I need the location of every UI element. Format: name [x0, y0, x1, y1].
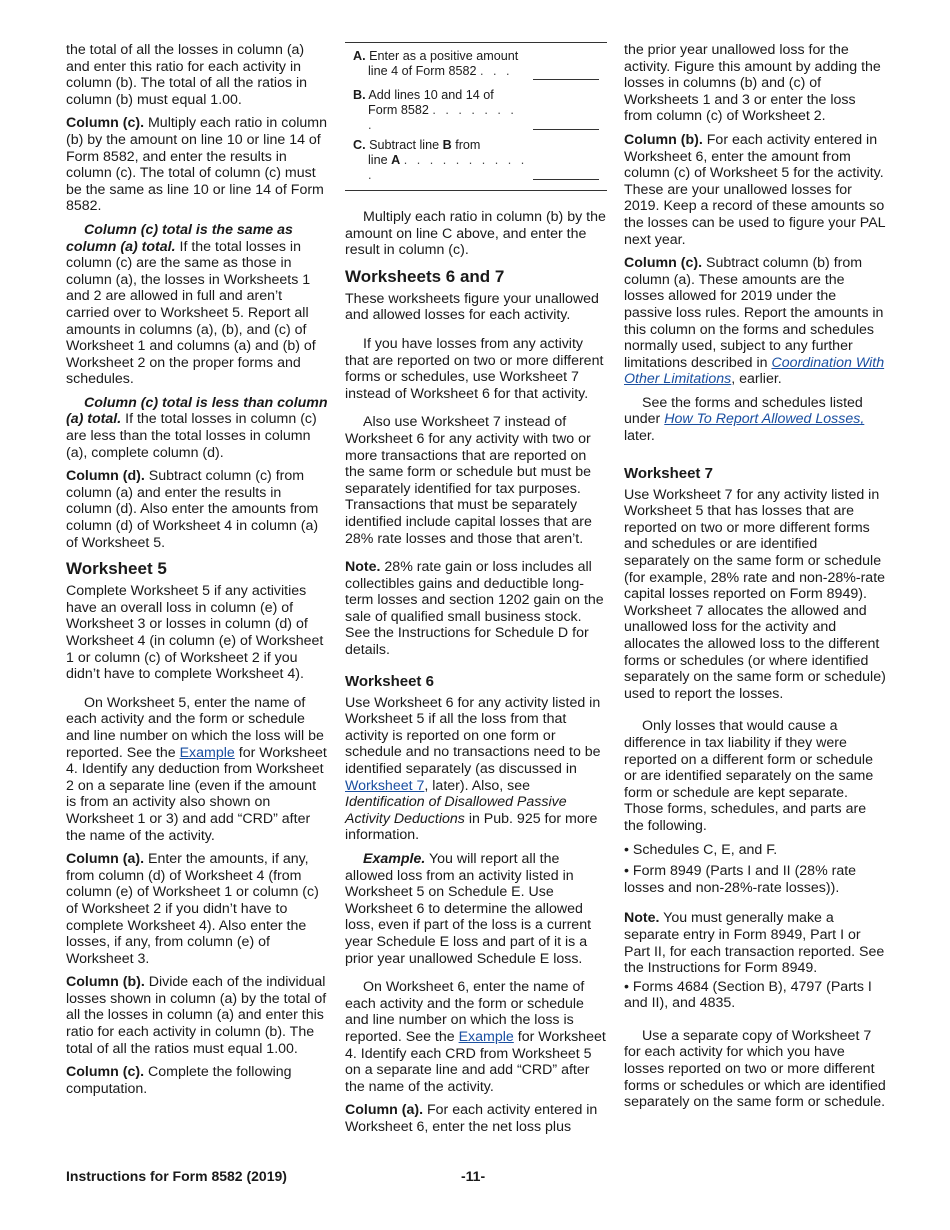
paragraph: [66, 851, 328, 967]
run-in-heading: Column (c) total is less than column (a) total.: [66, 394, 328, 428]
text: Divide each of the individual losses shown in column (a) by the total of all the losses in column (a) and enter this ratio for each activity in column (b). The total of all the ratios must equal 1.00.: [66, 974, 327, 1057]
text: later.: [624, 428, 655, 445]
section-heading-worksheet-6: Worksheet 6: [345, 672, 434, 690]
run-in-heading: Note.: [624, 910, 660, 927]
text: for Worksheet 4. Identify each CRD from Worksheet 5 on a separate line and add “CRD” after the name of the activity.: [345, 1028, 606, 1095]
coordination-link[interactable]: Coordination With Other Limitations: [624, 354, 885, 388]
text: Forms 4684 (Section B), 4797 (Parts I and II), and 4835.: [624, 978, 872, 1012]
worksheet-7-link[interactable]: Worksheet 7: [345, 777, 425, 794]
text: You must generally make a separate entry in Form 8949, Part I or Part II, for each transaction reported. See the Instructions for Form 8949.: [624, 910, 885, 977]
paragraph: the total of all the losses in column (a) and enter this ratio for each activity in column (b). The total of all the ratios in column (b) must equal 1.00.: [66, 42, 308, 108]
text: On Worksheet 5, enter the name of each activity and the form or schedule and line number on which the loss will be reported. See the: [66, 694, 324, 761]
text: For each activity entered in Worksheet 6, enter the net loss plus: [345, 1102, 598, 1135]
run-in-heading: Note.: [345, 559, 381, 576]
run-in-heading: Example.: [363, 851, 426, 867]
text: Use Worksheet 6 for any activity listed in Worksheet 5 if all the loss from that activity is reported on one form or schedule and no transactions need to be identified separately (as discussed in: [345, 694, 601, 778]
paragraph: [345, 695, 607, 844]
text: Enter the amounts, if any, from column (d) of Worksheet 4 (from column (e) of Worksheet 1 or column (c) of Worksheet 2 if you didn’t have to complete Worksheet 4). Also enter the losses, if any, from column (e) of Worksheet 3.: [66, 851, 319, 967]
paragraph: [66, 222, 328, 388]
text: Subtract line: [369, 138, 440, 152]
run-in-heading: Column (a).: [345, 1102, 424, 1119]
run-in-heading: Column (c).: [66, 1064, 145, 1081]
bullet-item: • Schedules C, E, and F.: [624, 841, 778, 858]
text: Identification of Disallowed Passive Activity Deductions: [345, 794, 567, 827]
paragraph: If you have losses from any activity that are reported on two or more different forms or schedules, use Worksheet 7 instead of Worksheet 6 for that activity.: [345, 335, 604, 402]
line-ref: A: [391, 153, 401, 167]
run-in-heading: Column (b).: [624, 131, 703, 148]
column-middle: [345, 42, 607, 1143]
text: Complete the following computation.: [66, 1064, 292, 1097]
run-in-heading: Column (c).: [66, 115, 145, 132]
text: Enter as a positive amount: [369, 49, 519, 63]
page-number: -11-: [461, 1168, 486, 1184]
entry-line: [533, 179, 599, 180]
text: Form 8582: [368, 103, 429, 117]
row-label: [353, 138, 528, 183]
paragraph: [66, 974, 328, 1057]
paragraph: [345, 979, 607, 1095]
run-in-heading: Column (c).: [624, 255, 703, 272]
paragraph: [66, 695, 328, 844]
text: , later). Also, see: [424, 777, 531, 794]
run-in-heading: Column (c) total is the same as column (a) total.: [66, 221, 293, 255]
paragraph: [66, 115, 328, 215]
bullet-item: • Forms 4684 (Section B), 4797 (Parts I and II), and 4835.: [624, 978, 872, 1012]
example-link[interactable]: Example: [458, 1028, 514, 1045]
text: 28% rate gain or loss includes all collectibles gains and deductible long-term losses and section 1202 gain on the sale of qualified small business stock. See the Instructions for Schedule D for details.: [345, 559, 604, 659]
leader-dots: . . .: [480, 64, 513, 78]
text: for Worksheet 4. Identify any deduction from Worksheet 2 on a separate line (even if the amount is from an activity also shown on Worksheet 1 or 3) and add “CRD” after the name of the activity.: [66, 744, 327, 844]
paragraph: Only losses that would cause a difference in tax liability if they were reported on a different form or schedule or are identified separately on the same form or schedule are kept separate. Those forms, schedules, and parts are the following.: [624, 718, 874, 834]
paragraph: Multiply each ratio in column (b) by the amount on line C above, and enter the result in column (c).: [345, 209, 606, 259]
computation-row-c: [345, 136, 607, 186]
text: See the forms and schedules listed under: [624, 394, 863, 428]
text: , earlier.: [731, 371, 782, 388]
bullet-item: • Form 8949 (Parts I and II (28% rate losses and non-28%-rate losses)).: [624, 863, 857, 896]
text: On Worksheet 6, enter the name of each activity and the form or schedule and line number on which the loss is reported. See the: [345, 979, 585, 1045]
note-paragraph: [624, 910, 886, 976]
run-in-heading: Column (a).: [66, 851, 145, 868]
paragraph: Complete Worksheet 5 if any activities have an overall loss in column (e) of Worksheet 3 or losses in column (d) of Worksheet 4 (in column (e) of Worksheet 1 or column (c) of Worksheet 2 if you didn’t have to complete Worksheet 4).: [66, 583, 324, 683]
entry-line: [533, 79, 599, 80]
section-heading-worksheet-5: Worksheet 5: [66, 559, 167, 579]
paragraph: [624, 255, 886, 388]
paragraph: [345, 851, 607, 967]
paragraph: Also use Worksheet 7 instead of Worksheet 6 for any activity with two or more transactions that are reported on the same form or schedule but must be separately identified for tax purposes. Transactions that must be separately identified include capital losses that are 28% rate losses and those that aren’t.: [345, 414, 592, 547]
text: Subtract column (b) from column (a). These amounts are the losses allowed for 2019 under the passive loss rules. Report the amounts in this column on the forms and schedules normally used, subject to any further limitations described in: [624, 255, 884, 371]
text: For each activity entered in Worksheet 6, enter the amount from column (c) of Worksheet 5 for the activity. These are your unallowed losses for 2019. Keep a record of these amounts so the losses can be used to figure your PAL next year.: [624, 131, 886, 248]
paragraph: [345, 1102, 607, 1135]
text: Subtract column (c) from column (a) and enter the results in column (d). Also enter the amounts from column (d) of Worksheet 4 in column (a) of Worksheet 5.: [66, 468, 319, 551]
text: in Pub. 925 for more information.: [345, 810, 598, 844]
line-ref: B: [442, 138, 452, 152]
paragraph: These worksheets figure your unallowed and allowed losses for each activity.: [345, 290, 599, 324]
note-paragraph: [345, 559, 607, 659]
section-heading-worksheet-7: Worksheet 7: [624, 464, 713, 482]
paragraph: the prior year unallowed loss for the activity. Figure this amount by adding the losses in columns (b) and (c) of Worksheets 1 and 3 or enter the loss from column (c) of Worksheet 2.: [624, 42, 881, 125]
text: You will report all the allowed loss from an activity listed in Worksheet 5 on Schedule E. Use Worksheet 6 to determine the allowed loss, even if part of the loss is a current year Schedule E loss and part of it is a prior year unallowed Schedule E loss.: [345, 851, 592, 967]
text: line 4 of Form 8582: [368, 64, 477, 78]
paragraph: Use a separate copy of Worksheet 7 for each activity for which you have losses reported on two or more different forms or schedules or which are identified separately on the same form or schedule.: [624, 1027, 886, 1111]
paragraph: [624, 395, 886, 445]
paragraph: Use Worksheet 7 for any activity listed in Worksheet 5 that has losses that are reported on two or more different forms and schedules or are identified separately on the same form or schedule (for example, 28% rate and non-28%-rate capital losses reported on Form 8949). Worksheet 7 allocates the allowed and unallowed loss for the activity and allocates the allowed loss to the different forms or schedules (or where identified separately on the same form or schedule) used to report the losses.: [624, 486, 886, 702]
entry-line: [533, 129, 599, 130]
section-heading-worksheets-6-7: Worksheets 6 and 7: [345, 266, 505, 286]
run-in-heading: Column (d).: [66, 468, 145, 485]
text: from: [455, 138, 481, 152]
example-link[interactable]: Example: [179, 744, 235, 761]
computation-row-a: [345, 47, 607, 86]
text: Schedules C, E, and F.: [632, 841, 778, 858]
row-letter: A.: [353, 49, 366, 63]
text: If the total losses in column (c) are the same as those in column (a), the losses in Worksheets 1 and 2 are allowed in full and aren’t carried over to Worksheet 5. Report all amounts in columns (a), (b), and (c) of Worksheet 1 and columns (a) and (b) of Worksheet 2 on the proper forms and schedules.: [66, 238, 316, 388]
run-in-heading: Column (b).: [66, 974, 145, 991]
column-left: [66, 42, 328, 1104]
text: line: [368, 153, 388, 167]
column-right: [624, 42, 886, 1118]
text: If the total losses in column (c) are less than the total losses in column (a), complete column (d).: [66, 411, 317, 461]
row-letter: C.: [353, 138, 366, 152]
paragraph: [66, 395, 328, 461]
text: Add lines 10 and 14 of: [368, 88, 494, 102]
text: Multiply each ratio in column (b) by the amount on line 10 or line 14 of Form 8582, and enter the results in column (c). The total of column (c) must be the same as line 10 or line 14 of Form 8582.: [66, 115, 327, 215]
how-to-report-link[interactable]: How To Report Allowed Losses,: [664, 411, 865, 428]
computation-row-b: [345, 86, 607, 136]
row-letter: B.: [353, 88, 366, 102]
computation-table: [345, 42, 607, 191]
row-label: [353, 49, 528, 79]
paragraph: [624, 132, 886, 248]
leader-dots: . . . . . . . .: [368, 103, 517, 132]
row-label: [353, 88, 528, 133]
text: Form 8949 (Parts I and II (28% rate losses and non-28%-rate losses)).: [624, 863, 857, 896]
paragraph: [66, 468, 328, 551]
footer-title: Instructions for Form 8582 (2019): [66, 1168, 287, 1184]
paragraph: [66, 1064, 328, 1097]
leader-dots: . . . . . . . . . . .: [368, 153, 528, 182]
